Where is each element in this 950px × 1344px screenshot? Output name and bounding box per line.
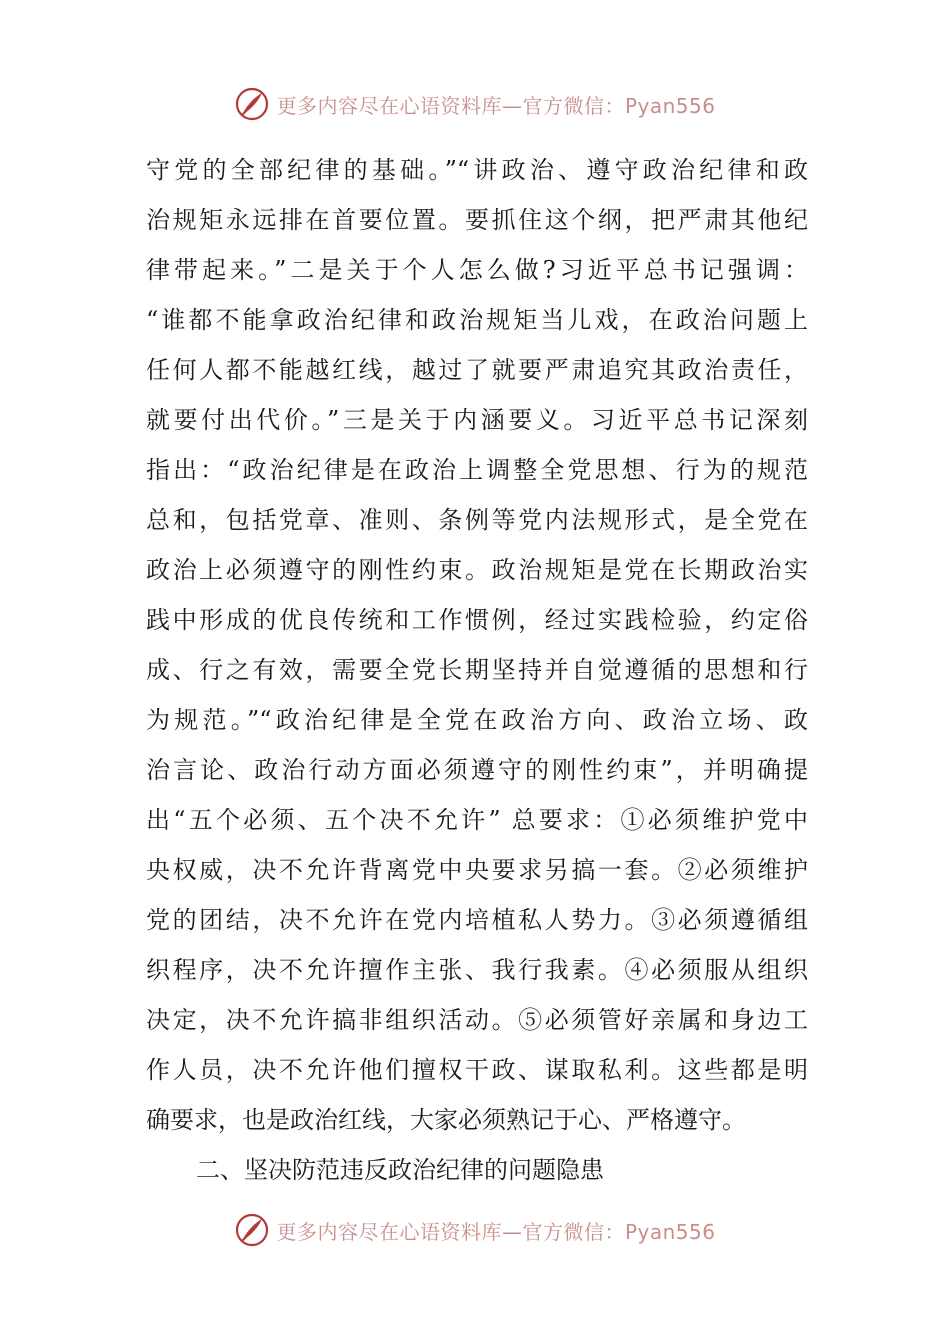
footer-banner-text: 更多内容尽在心语资料库—官方微信：Pyan556 <box>276 1219 716 1244</box>
body-line: “谁都不能拿政治纪律和政治规矩当儿戏，在政治问题上 <box>146 306 808 334</box>
body-line: 指出：“政治纪律是在政治上调整全党思想、行为的规范 <box>146 456 808 484</box>
body-line: 央权威，决不允许背离党中央要求另搞一套。②必须维护 <box>146 856 808 884</box>
body-line: 任何人都不能越红线，越过了就要严肃追究其政治责任， <box>146 356 808 384</box>
body-line: 织程序，决不允许擅作主张、我行我素。④必须服从组织 <box>146 956 808 984</box>
section-heading: 二、坚决防范违反政治纪律的问题隐患 <box>196 1156 604 1184</box>
body-line: 成、行之有效，需要全党长期坚持并自觉遵循的思想和行 <box>146 656 808 684</box>
body-line: 总和，包括党章、准则、条例等党内法规形式，是全党在 <box>146 506 808 534</box>
footer-banner <box>0 1210 950 1250</box>
body-line: 践中形成的优良传统和工作惯例，经过实践检验，约定俗 <box>146 606 808 634</box>
document-body <box>146 145 808 1195</box>
body-line: 律带起来。”二是关于个人怎么做?习近平总书记强调： <box>146 256 808 284</box>
body-line: 就要付出代价。”三是关于内涵要义。习近平总书记深刻 <box>146 406 808 434</box>
feather-pen-logo-icon <box>234 1212 270 1248</box>
body-line: 守党的全部纪律的基础。”“讲政治、遵守政治纪律和政 <box>146 156 808 184</box>
body-line: 政治上必须遵守的刚性约束。政治规矩是党在长期政治实 <box>146 556 808 584</box>
body-line: 确要求，也是政治红线，大家必须熟记于心、严格遵守。 <box>146 1106 746 1134</box>
body-line: 党的团结，决不允许在党内培植私人势力。③必须遵循组 <box>146 906 808 934</box>
body-line: 决定，决不允许搞非组织活动。⑤必须管好亲属和身边工 <box>146 1006 808 1034</box>
body-line: 治言论、政治行动方面必须遵守的刚性约束”，并明确提 <box>146 756 808 784</box>
feather-pen-logo-icon <box>234 86 270 122</box>
body-line: 为规范。”“政治纪律是全党在政治方向、政治立场、政 <box>146 706 808 734</box>
header-banner <box>0 84 950 124</box>
header-banner-text: 更多内容尽在心语资料库—官方微信：Pyan556 <box>276 93 716 118</box>
body-line: 出“五个必须、五个决不允许” 总要求：①必须维护党中 <box>146 806 808 834</box>
body-line: 治规矩永远排在首要位置。要抓住这个纲，把严肃其他纪 <box>146 206 808 234</box>
body-line: 作人员，决不允许他们擅权干政、谋取私利。这些都是明 <box>146 1056 808 1084</box>
